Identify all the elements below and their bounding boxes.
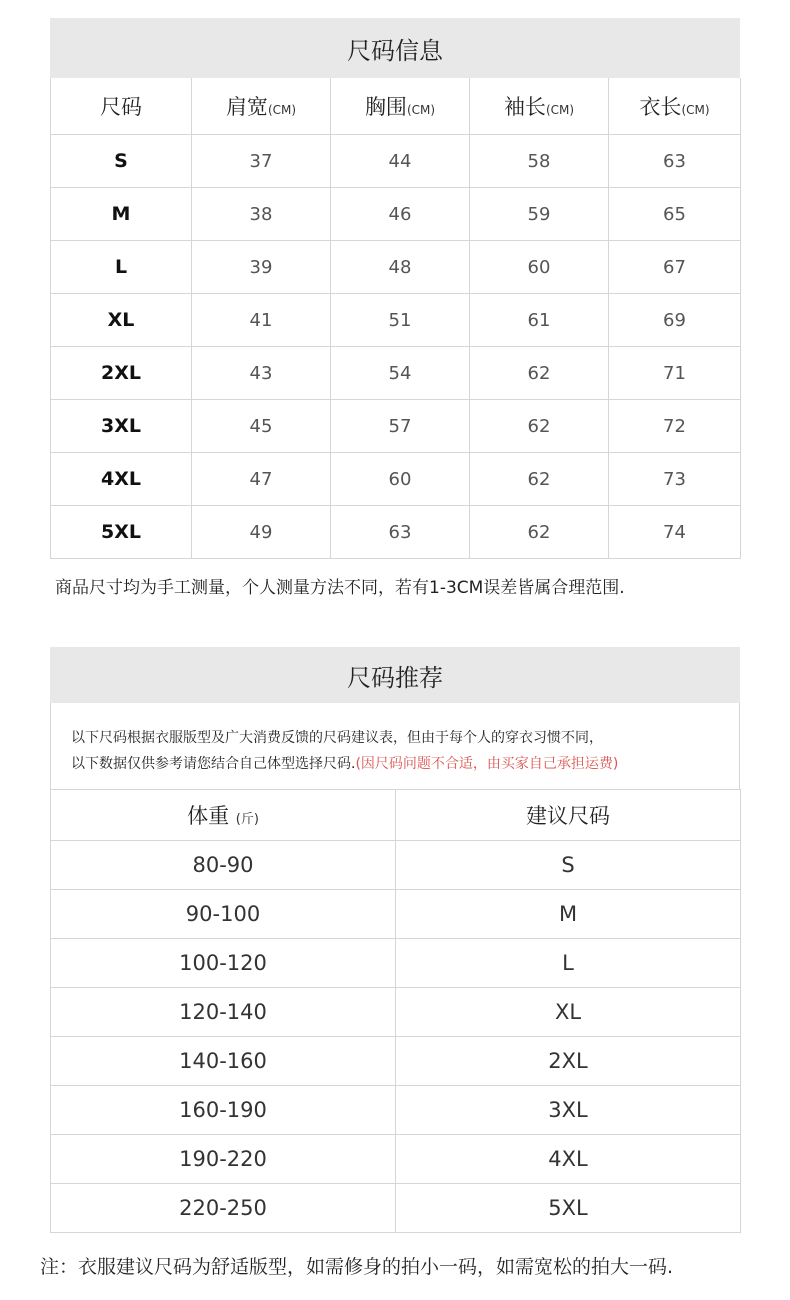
length-cell: 69 [609, 294, 741, 347]
header-cell-weight [51, 790, 396, 841]
table-row [51, 939, 741, 988]
header-unit: (CM) [406, 103, 436, 117]
measurement-note: 商品尺寸均为手工测量，个人测量方法不同，若有1-3CM误差皆属合理范围. [55, 578, 625, 598]
size-cell: S [51, 135, 192, 188]
weight-cell: 140-160 [51, 1037, 396, 1086]
sleeve-cell: 61 [470, 294, 609, 347]
chest-cell: 48 [331, 241, 470, 294]
header-label: 胸围 [364, 95, 407, 119]
header-cell-sleeve [470, 78, 609, 135]
shoulder-cell: 38 [192, 188, 331, 241]
size-info-title: 尺码信息 [50, 18, 740, 78]
size-cell: 5XL [51, 506, 192, 559]
chest-cell: 44 [331, 135, 470, 188]
header-unit: (CM) [267, 103, 297, 117]
length-cell: 65 [609, 188, 741, 241]
table-row [51, 347, 741, 400]
chest-cell: 46 [331, 188, 470, 241]
sleeve-cell: 62 [470, 453, 609, 506]
header-label: 肩宽 [225, 95, 268, 119]
length-cell: 72 [609, 400, 741, 453]
intro-line-1: 以下尺码根据衣服版型及广大消费反馈的尺码建议表，但由于每个人的穿衣习惯不同， [71, 730, 603, 746]
recommend-header-row [51, 790, 741, 841]
chest-cell: 60 [331, 453, 470, 506]
length-cell: 63 [609, 135, 741, 188]
chest-cell: 63 [331, 506, 470, 559]
size-table-header-row [51, 78, 741, 135]
size-info-section [50, 18, 740, 559]
recommend-intro [50, 703, 740, 789]
suggested-size-cell: S [396, 841, 741, 890]
header-unit: (CM) [545, 103, 575, 117]
suggested-size-cell: XL [396, 988, 741, 1037]
size-cell: 4XL [51, 453, 192, 506]
sleeve-cell: 59 [470, 188, 609, 241]
header-label: 衣长 [639, 95, 682, 119]
shoulder-cell: 39 [192, 241, 331, 294]
weight-cell: 90-100 [51, 890, 396, 939]
intro-line-2 [71, 751, 719, 777]
size-recommend-table [50, 789, 741, 1233]
suggested-size-cell: 4XL [396, 1135, 741, 1184]
shoulder-cell: 37 [192, 135, 331, 188]
length-cell: 74 [609, 506, 741, 559]
suggested-size-cell: 2XL [396, 1037, 741, 1086]
table-row [51, 188, 741, 241]
header-unit: (CM) [681, 103, 710, 117]
weight-cell: 220-250 [51, 1184, 396, 1233]
header-label: 体重 [187, 804, 230, 828]
table-row [51, 890, 741, 939]
table-row [51, 506, 741, 559]
header-label: 建议尺码 [526, 804, 610, 828]
weight-cell: 160-190 [51, 1086, 396, 1135]
header-cell-chest [331, 78, 470, 135]
intro-line-2-text: 以下数据仅供参考请您结合自己体型选择尺码. [71, 756, 356, 772]
suggested-size-cell: 5XL [396, 1184, 741, 1233]
header-label: 袖长 [503, 95, 546, 119]
sleeve-cell: 62 [470, 400, 609, 453]
table-row [51, 135, 741, 188]
suggested-size-cell: 3XL [396, 1086, 741, 1135]
chest-cell: 57 [331, 400, 470, 453]
shoulder-cell: 47 [192, 453, 331, 506]
sleeve-cell: 62 [470, 347, 609, 400]
length-cell: 71 [609, 347, 741, 400]
table-row [51, 1086, 741, 1135]
header-cell-suggested-size [396, 790, 741, 841]
table-row [51, 841, 741, 890]
header-cell-size [51, 78, 192, 135]
size-info-table [50, 78, 741, 559]
table-row [51, 1135, 741, 1184]
weight-cell: 100-120 [51, 939, 396, 988]
weight-cell: 190-220 [51, 1135, 396, 1184]
table-row [51, 294, 741, 347]
sleeve-cell: 58 [470, 135, 609, 188]
length-cell: 67 [609, 241, 741, 294]
shoulder-cell: 49 [192, 506, 331, 559]
header-cell-shoulder [192, 78, 331, 135]
size-cell: XL [51, 294, 192, 347]
sleeve-cell: 62 [470, 506, 609, 559]
size-recommend-section [50, 647, 740, 1233]
table-row [51, 400, 741, 453]
table-row [51, 1037, 741, 1086]
size-cell: M [51, 188, 192, 241]
header-unit: (斤) [235, 812, 259, 827]
table-row [51, 241, 741, 294]
header-label: 尺码 [100, 95, 142, 119]
shipping-warning: (因尺码问题不合适，由买家自己承担运费) [355, 756, 619, 772]
chest-cell: 51 [331, 294, 470, 347]
weight-cell: 80-90 [51, 841, 396, 890]
shoulder-cell: 43 [192, 347, 331, 400]
size-cell: 2XL [51, 347, 192, 400]
header-cell-length [609, 78, 741, 135]
suggested-size-cell: L [396, 939, 741, 988]
size-recommend-title: 尺码推荐 [50, 647, 740, 703]
sleeve-cell: 60 [470, 241, 609, 294]
fit-note: 注：衣服建议尺码为舒适版型，如需修身的拍小一码，如需宽松的拍大一码. [40, 1256, 674, 1278]
shoulder-cell: 45 [192, 400, 331, 453]
suggested-size-cell: M [396, 890, 741, 939]
size-cell: 3XL [51, 400, 192, 453]
size-cell: L [51, 241, 192, 294]
shoulder-cell: 41 [192, 294, 331, 347]
table-row [51, 1184, 741, 1233]
table-row [51, 988, 741, 1037]
length-cell: 73 [609, 453, 741, 506]
table-row [51, 453, 741, 506]
chest-cell: 54 [331, 347, 470, 400]
weight-cell: 120-140 [51, 988, 396, 1037]
